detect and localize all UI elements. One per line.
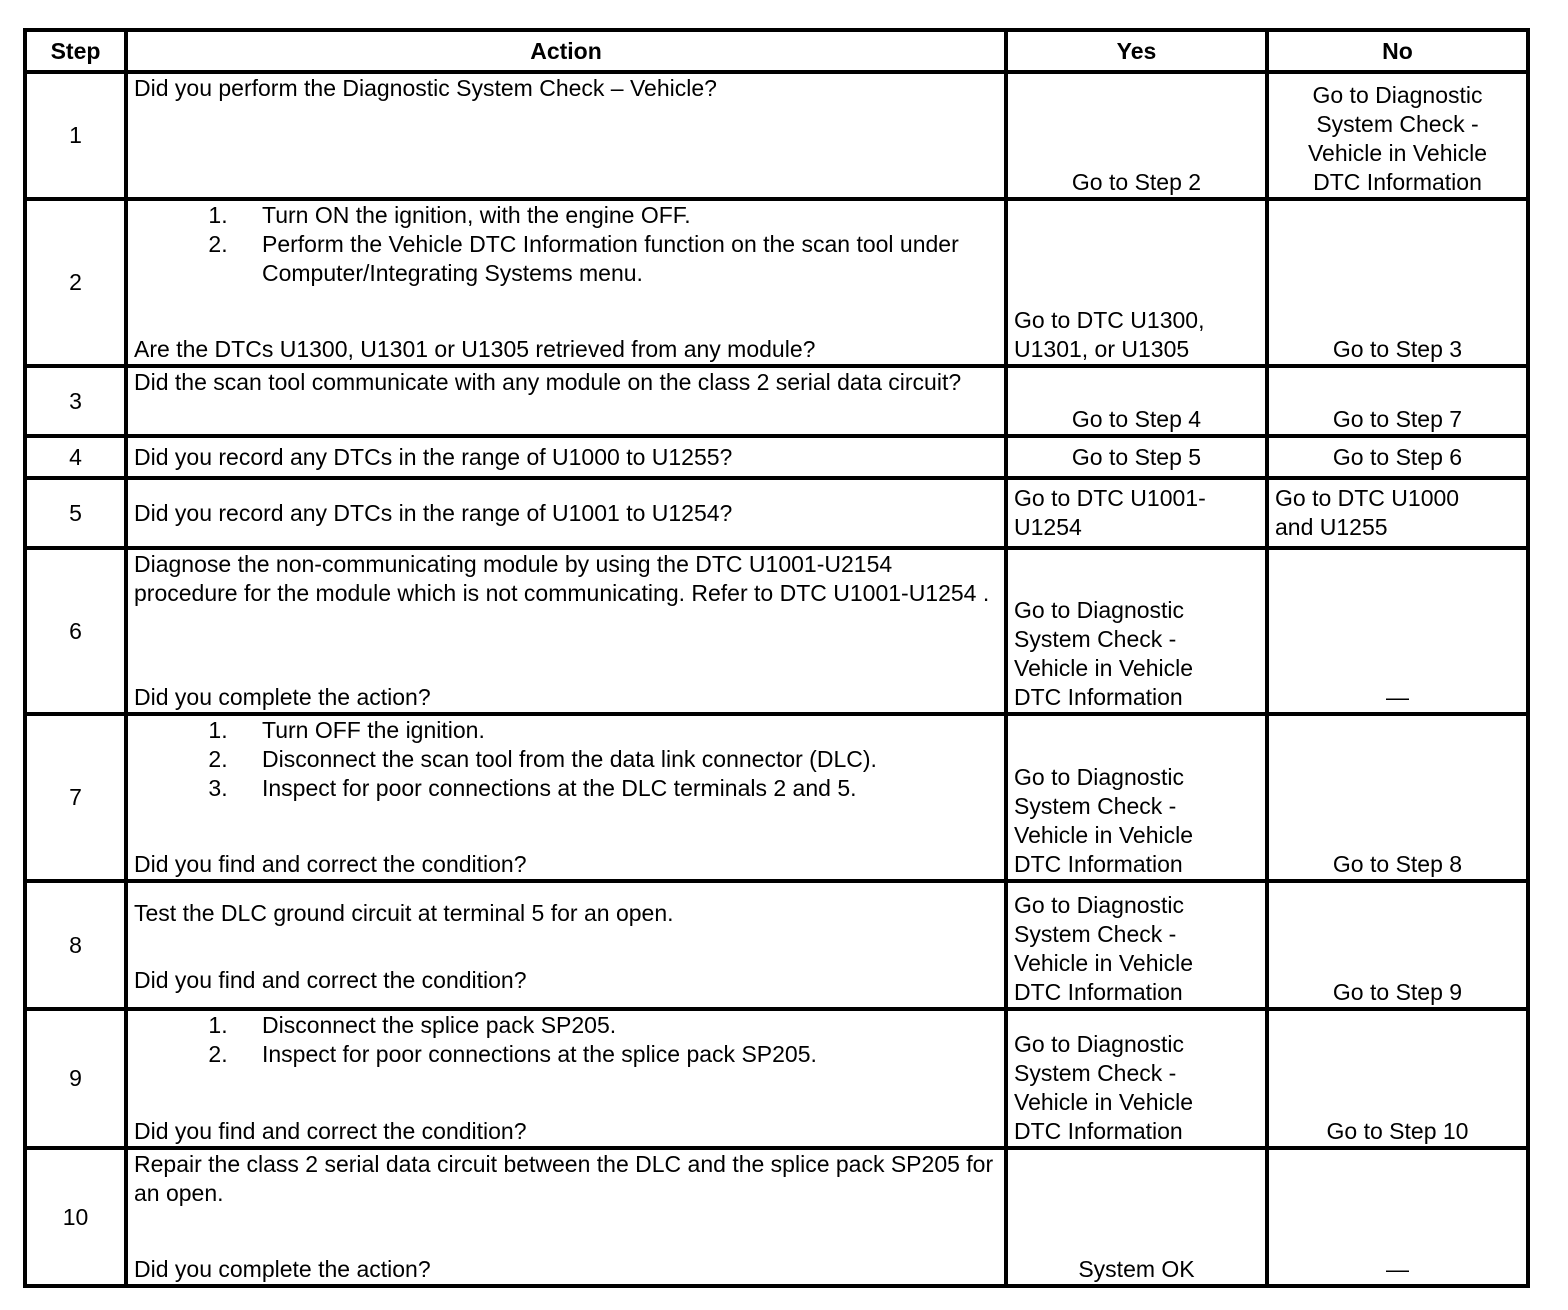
no-cell: Go to Step 8	[1267, 714, 1528, 881]
step-number: 5	[25, 478, 126, 548]
yes-cell: Go to Diagnostic System Check - Vehicle in Vehicle DTC Information	[1006, 881, 1267, 1009]
action-cell	[126, 548, 1006, 714]
table-row	[25, 478, 1528, 548]
action-step: 3. Inspect for poor connections at the DLC terminals 2 and 5.	[234, 774, 998, 803]
action-cell	[126, 72, 1006, 199]
action-question: Did you complete the action?	[134, 684, 431, 710]
yes-cell: Go to Diagnostic System Check - Vehicle in Vehicle DTC Information	[1006, 1009, 1267, 1148]
action-question: Did you find and correct the condition?	[134, 967, 527, 993]
yes-cell: Go to DTC U1001- U1254	[1006, 478, 1267, 548]
header-no: No	[1267, 30, 1528, 72]
action-question: Did the scan tool communicate with any module on the class 2 serial data circuit?	[134, 369, 962, 395]
table-row	[25, 548, 1528, 714]
action-question: Are the DTCs U1300, U1301 or U1305 retrieved from any module?	[134, 336, 816, 362]
no-cell: Go to Step 7	[1267, 366, 1528, 436]
step-number: 8	[25, 881, 126, 1009]
no-cell: Go to Step 6	[1267, 436, 1528, 478]
action-steps-list	[134, 201, 998, 288]
step-number: 6	[25, 548, 126, 714]
table-row	[25, 881, 1528, 1009]
header-yes: Yes	[1006, 30, 1267, 72]
yes-cell: Go to Step 5	[1006, 436, 1267, 478]
table-row	[25, 1148, 1528, 1286]
action-step: 1. Turn ON the ignition, with the engine OFF.	[234, 201, 998, 230]
action-question: Did you find and correct the condition?	[134, 851, 527, 877]
action-text: Repair the class 2 serial data circuit between the DLC and the splice pack SP205 for an open.	[134, 1151, 994, 1206]
action-question: Did you record any DTCs in the range of U1001 to U1254?	[134, 499, 733, 526]
action-cell	[126, 366, 1006, 436]
diagnostic-table	[23, 28, 1530, 1288]
table-row	[25, 72, 1528, 199]
action-cell	[126, 436, 1006, 478]
action-step: 1. Disconnect the splice pack SP205.	[234, 1011, 998, 1040]
step-number: 4	[25, 436, 126, 478]
header-row	[25, 30, 1528, 72]
yes-cell: System OK	[1006, 1148, 1267, 1286]
no-cell: Go to Step 9	[1267, 881, 1528, 1009]
yes-cell: Go to DTC U1300, U1301, or U1305	[1006, 199, 1267, 366]
action-question: Did you perform the Diagnostic System Check – Vehicle?	[134, 75, 717, 101]
step-number: 9	[25, 1009, 126, 1148]
action-step: 2. Disconnect the scan tool from the data link connector (DLC).	[234, 745, 998, 774]
action-cell	[126, 881, 1006, 1009]
step-number: 10	[25, 1148, 126, 1286]
action-step: 2. Perform the Vehicle DTC Information function on the scan tool under Computer/Integrating Systems menu.	[234, 230, 998, 288]
no-cell: Go to DTC U1000 and U1255	[1267, 478, 1528, 548]
no-cell: —	[1267, 1148, 1528, 1286]
step-number: 7	[25, 714, 126, 881]
table-row	[25, 366, 1528, 436]
no-cell: —	[1267, 548, 1528, 714]
no-cell: Go to Step 10	[1267, 1009, 1528, 1148]
action-question: Did you complete the action?	[134, 1256, 431, 1282]
action-cell	[126, 714, 1006, 881]
table-row	[25, 714, 1528, 881]
no-cell: Go to Diagnostic System Check - Vehicle in Vehicle DTC Information	[1267, 72, 1528, 199]
action-cell	[126, 1009, 1006, 1148]
yes-cell: Go to Diagnostic System Check - Vehicle in Vehicle DTC Information	[1006, 714, 1267, 881]
table-row	[25, 199, 1528, 366]
header-step: Step	[25, 30, 126, 72]
action-step: 2. Inspect for poor connections at the splice pack SP205.	[234, 1040, 998, 1069]
step-number: 2	[25, 199, 126, 366]
action-cell	[126, 199, 1006, 366]
action-steps-list	[134, 716, 998, 803]
step-number: 1	[25, 72, 126, 199]
action-text: Diagnose the non-communicating module by using the DTC U1001-U2154 procedure for the module which is not communicating. Refer to DTC U1001-U1254 .	[134, 551, 990, 606]
yes-cell: Go to Diagnostic System Check - Vehicle in Vehicle DTC Information	[1006, 548, 1267, 714]
action-text: Test the DLC ground circuit at terminal 5 for an open.	[134, 900, 674, 926]
yes-cell: Go to Step 2	[1006, 72, 1267, 199]
header-action: Action	[126, 30, 1006, 72]
action-cell	[126, 1148, 1006, 1286]
action-question: Did you record any DTCs in the range of U1000 to U1255?	[134, 443, 733, 470]
step-number: 3	[25, 366, 126, 436]
no-cell: Go to Step 3	[1267, 199, 1528, 366]
action-step: 1. Turn OFF the ignition.	[234, 716, 998, 745]
action-question: Did you find and correct the condition?	[134, 1118, 527, 1144]
table-row	[25, 1009, 1528, 1148]
action-steps-list	[134, 1011, 998, 1069]
table-row	[25, 436, 1528, 478]
yes-cell: Go to Step 4	[1006, 366, 1267, 436]
action-cell	[126, 478, 1006, 548]
